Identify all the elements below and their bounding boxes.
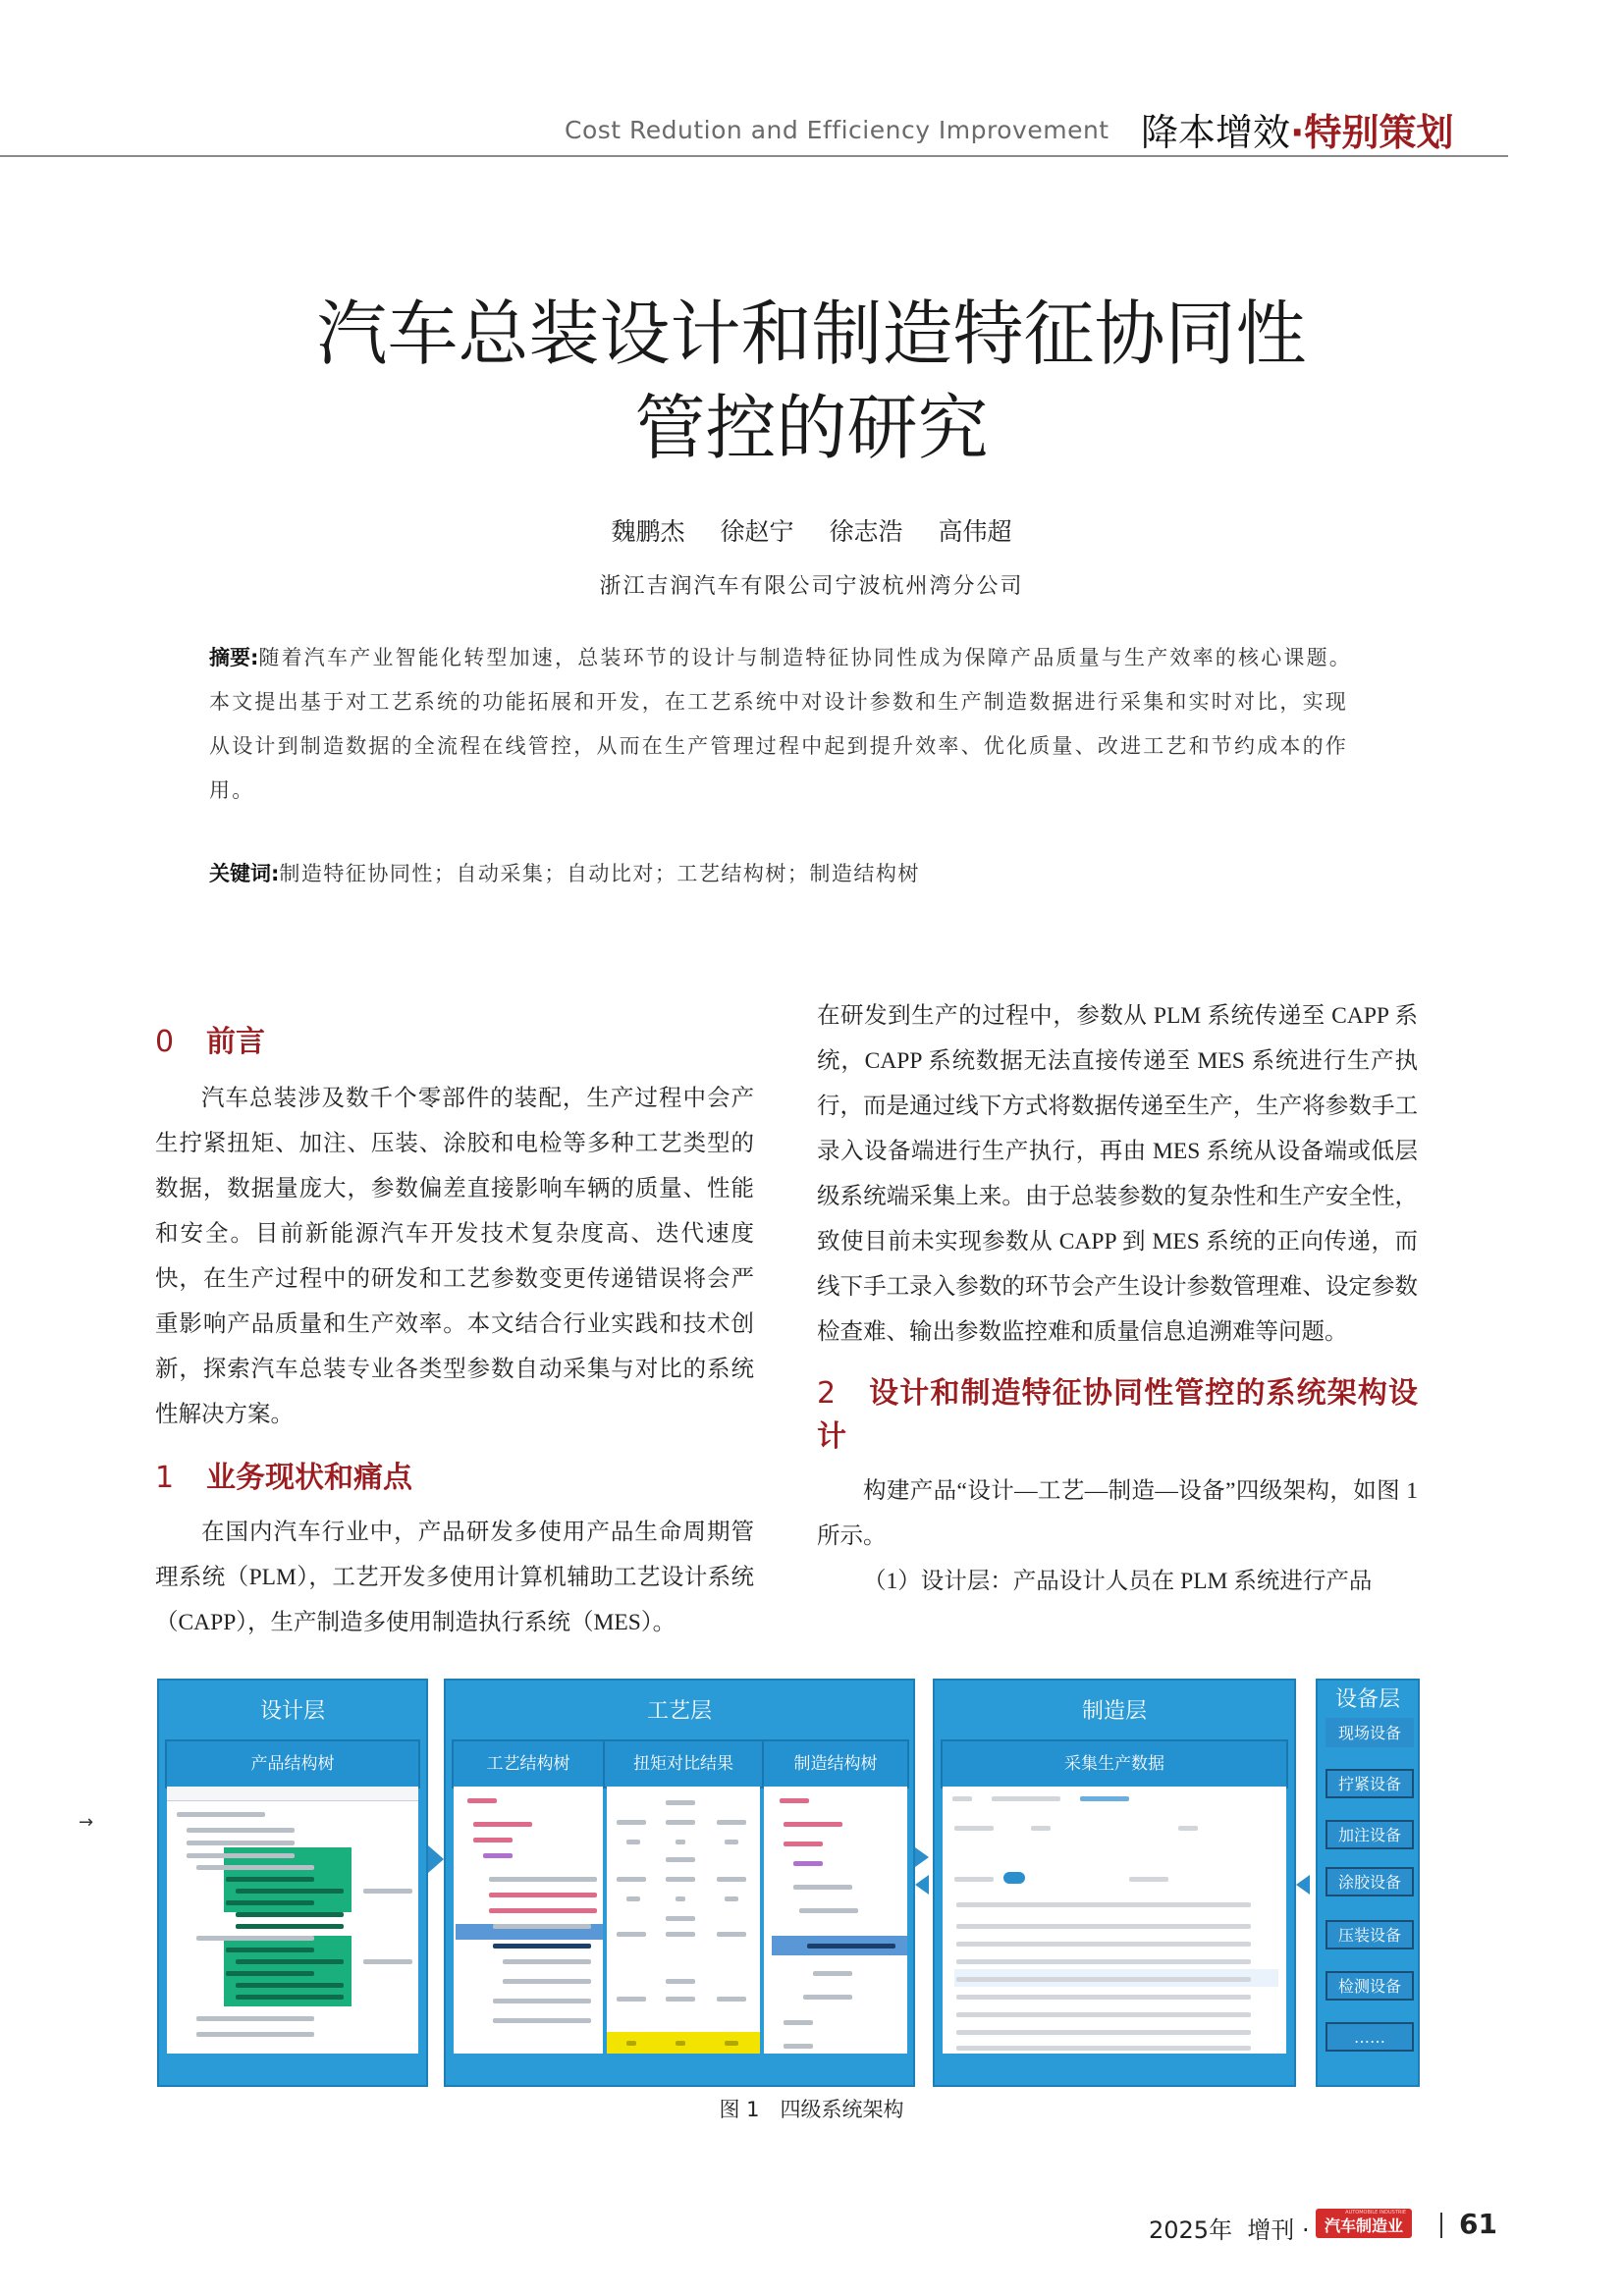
placeholder-row <box>956 1995 1251 2000</box>
placeholder-row <box>483 1853 513 1858</box>
title-line-2: 管控的研究 <box>634 387 989 469</box>
production-data-header: 采集生产数据 <box>941 1739 1288 1789</box>
equipment-item: 拧紧设备 <box>1325 1769 1414 1798</box>
placeholder-row <box>784 2020 813 2025</box>
placeholder-row <box>725 1840 738 1844</box>
article-title <box>0 287 1623 475</box>
placeholder-row <box>954 1826 994 1831</box>
placeholder-row <box>793 1885 852 1890</box>
placeholder-row <box>196 1865 314 1870</box>
manufacturing-layer-title: 制造层 <box>1081 1699 1147 1724</box>
placeholder-row <box>666 1932 695 1937</box>
placeholder-row <box>954 1877 994 1882</box>
equipment-item: 加注设备 <box>1325 1820 1414 1849</box>
torque-compare-panel <box>607 1787 760 2054</box>
placeholder-row <box>493 1924 591 1929</box>
abstract <box>209 636 1368 813</box>
margin-arrow-icon: → <box>79 1812 94 1833</box>
placeholder-row <box>236 1983 344 1988</box>
issue-type: 增刊 · <box>1247 2216 1310 2244</box>
placeholder-row <box>725 1896 738 1901</box>
equipment-layer-title: 设备层 <box>1334 1687 1400 1712</box>
equipment-item: 现场设备 <box>1325 1718 1414 1747</box>
manufacturing-tree-header: 制造结构树 <box>762 1739 909 1789</box>
placeholder-row <box>473 1838 513 1842</box>
placeholder-row <box>236 1912 344 1917</box>
header-rule <box>0 155 1508 157</box>
placeholder-row <box>196 2016 314 2021</box>
placeholder-row <box>626 1896 640 1901</box>
placeholder-row <box>717 1997 746 2002</box>
manufacturing-layer <box>933 1679 1296 2087</box>
author: 魏鹏杰 <box>611 517 685 546</box>
placeholder-row <box>666 1857 695 1862</box>
placeholder-row <box>1080 1796 1129 1801</box>
placeholder-row <box>956 2046 1251 2051</box>
placeholder-row <box>626 2041 636 2046</box>
placeholder-row <box>956 1942 1251 1947</box>
issue-info <box>1149 2211 1310 2245</box>
placeholder-row <box>617 1820 646 1825</box>
placeholder-row <box>503 1959 591 1964</box>
magazine-logo <box>1316 2209 1412 2238</box>
placeholder-row <box>1178 1826 1198 1831</box>
placeholder-row <box>956 2012 1251 2017</box>
placeholder-row <box>666 1916 695 1921</box>
page-number: 61 <box>1459 2208 1497 2240</box>
author: 徐志浩 <box>829 517 903 546</box>
abstract-text: 随着汽车产业智能化转型加速，总装环节的设计与制造特征协同性成为保障产品质量与生产效率的核心课题。本文提出基于对工艺系统的功能拓展和开发，在工艺系统中对设计参数和生产制造数据进行采集和实时对比，实现从设计到制造数据的全流程在线管控，从而在生产管理过程中起到提升效率、优化质量、改进工艺和节约成本的作用。 <box>209 646 1353 802</box>
placeholder-row <box>666 1979 695 1984</box>
torque-compare-header: 扭矩对比结果 <box>603 1739 764 1789</box>
process-tree-panel <box>454 1787 603 2054</box>
running-header-english: Cost Redution and Efficiency Improvement <box>565 116 1109 144</box>
placeholder-row <box>813 1971 852 1976</box>
right-column <box>817 993 1418 1604</box>
keywords-label: 关键词: <box>209 862 280 885</box>
placeholder-row <box>956 2030 1251 2035</box>
placeholder-row <box>363 1959 412 1964</box>
placeholder-row <box>187 1828 295 1833</box>
page-footer <box>1080 2208 1512 2246</box>
author-list <box>0 512 1623 548</box>
process-layer <box>444 1679 915 2087</box>
section-name: 降本增效 <box>1141 111 1291 154</box>
placeholder-row <box>626 1840 640 1844</box>
arrow-right-icon <box>428 1845 444 1873</box>
placeholder-row <box>177 1812 265 1817</box>
left-column <box>155 1021 754 1645</box>
placeholder-row <box>717 1877 746 1882</box>
placeholder-row <box>666 1820 695 1825</box>
manufacturing-tree-panel <box>764 1787 907 2054</box>
placeholder-row <box>617 1877 646 1882</box>
placeholder-row <box>473 1822 532 1827</box>
placeholder-row <box>617 1932 646 1937</box>
equipment-item: …… <box>1325 2022 1414 2052</box>
placeholder-row <box>1129 1877 1168 1882</box>
placeholder-row <box>196 1936 314 1941</box>
arrow-left-icon <box>915 1875 929 1895</box>
placeholder-row <box>187 1841 295 1845</box>
equipment-item: 压装设备 <box>1325 1920 1414 1949</box>
section-heading-1: 1 业务现状和痛点 <box>155 1461 412 1495</box>
header-bullet: · <box>1290 111 1305 154</box>
placeholder-row <box>725 2041 738 2046</box>
placeholder-row <box>784 1822 842 1827</box>
author: 高伟超 <box>938 517 1012 546</box>
placeholder-row <box>952 1796 972 1801</box>
placeholder-row <box>717 1820 746 1825</box>
production-data-panel <box>943 1787 1286 2054</box>
placeholder-row <box>489 1877 597 1882</box>
keywords <box>209 858 1368 887</box>
placeholder-row <box>236 1959 344 1964</box>
placeholder-row <box>676 1840 685 1844</box>
placeholder-row <box>236 1924 344 1929</box>
tree-column-header <box>167 1787 418 1801</box>
process-tree-header: 工艺结构树 <box>452 1739 605 1789</box>
issue-year: 2025年 <box>1149 2216 1233 2244</box>
affiliation: 浙江吉润汽车有限公司宁波杭州湾分公司 <box>599 574 1024 599</box>
equipment-item: 涂胶设备 <box>1325 1867 1414 1896</box>
arrow-right-icon <box>915 1847 929 1867</box>
running-header-section <box>1141 102 1453 156</box>
paragraph: 在国内汽车行业中，产品研发多使用产品生命周期管理系统（PLM），工艺开发多使用计算机辅助工艺设计系统（CAPP），生产制造多使用制造执行系统（MES）。 <box>155 1520 754 1635</box>
placeholder-row <box>236 1995 344 2000</box>
placeholder-row <box>956 1977 1251 1982</box>
section-feature: 特别策划 <box>1304 111 1454 154</box>
placeholder-row <box>236 1889 344 1894</box>
equipment-layer <box>1316 1679 1420 2087</box>
author: 徐赵宁 <box>720 517 794 546</box>
abstract-label: 摘要: <box>209 646 259 669</box>
placeholder-row <box>807 1944 895 1949</box>
logo-english: AUTOMOBILE INDUSTRIE <box>1345 2210 1406 2216</box>
arrow-left-icon <box>1296 1875 1310 1895</box>
placeholder-row <box>489 1893 597 1897</box>
toggle-switch[interactable] <box>1003 1872 1025 1884</box>
product-structure-tree-panel <box>167 1787 418 2054</box>
logo-text: 汽车制造业 <box>1324 2216 1403 2235</box>
placeholder-row <box>666 1800 695 1805</box>
design-layer-title: 设计层 <box>259 1699 325 1724</box>
product-structure-tree-header: 产品结构树 <box>165 1739 420 1789</box>
placeholder-row <box>803 1995 852 2000</box>
placeholder-row <box>196 2032 314 2037</box>
placeholder-row <box>676 1896 685 1901</box>
placeholder-row <box>780 1798 809 1803</box>
keywords-text: 制造特征协同性；自动采集；自动比对；工艺结构树；制造结构树 <box>279 862 920 885</box>
process-layer-title: 工艺层 <box>646 1699 712 1724</box>
placeholder-row <box>992 1796 1060 1801</box>
placeholder-row <box>226 1877 314 1882</box>
placeholder-row <box>1031 1826 1051 1831</box>
placeholder-row <box>493 2018 591 2023</box>
placeholder-row <box>489 1908 597 1913</box>
paragraph: 构建产品“设计—工艺—制造—设备”四级架构，如图 1 所示。 <box>817 1478 1418 1549</box>
paragraph: 汽车总装涉及数千个零部件的装配，生产过程中会产生拧紧扭矩、加注、压装、涂胶和电检等多种工艺类型的数据，数据量庞大，参数偏差直接影响车辆的质量、性能和安全。目前新能源汽车开发技术复杂度高、迭代速度快，在生产过程中的研发和工艺参数变更传递错误将会严重影响产品质量和生产效率。本文结合行业实践和技术创新，探索汽车总装专业各类型参数自动采集与对比的系统性解决方案。 <box>155 1086 754 1427</box>
placeholder-row <box>467 1798 497 1803</box>
placeholder-row <box>666 1877 695 1882</box>
section-heading-2: 2 设计和制造特征协同性管控的系统架构设计 <box>817 1376 1418 1454</box>
placeholder-row <box>784 1842 823 1846</box>
placeholder-row <box>617 1997 646 2002</box>
placeholder-row <box>226 1971 314 1976</box>
footer-divider <box>1440 2213 1442 2238</box>
placeholder-row <box>493 1944 591 1949</box>
placeholder-row <box>793 1861 823 1866</box>
placeholder-row <box>956 1902 1251 1907</box>
placeholder-row <box>493 1999 591 2003</box>
placeholder-row <box>187 1853 295 1858</box>
placeholder-row <box>784 2044 813 2049</box>
section-heading-0: 0 前言 <box>155 1025 265 1059</box>
equipment-item: 检测设备 <box>1325 1971 1414 2001</box>
title-line-1: 汽车总装设计和制造特征协同性 <box>316 293 1307 375</box>
placeholder-row <box>956 1959 1251 1964</box>
figure-1-architecture <box>157 1679 1420 2087</box>
placeholder-row <box>363 1889 412 1894</box>
placeholder-row <box>226 1948 314 1952</box>
placeholder-row <box>666 1997 695 2002</box>
placeholder-row <box>799 1908 858 1913</box>
placeholder-row <box>503 1979 591 1984</box>
placeholder-row <box>956 1924 1251 1929</box>
placeholder-row <box>226 1900 314 1905</box>
figure-caption: 图 1 四级系统架构 <box>719 2098 904 2121</box>
design-layer <box>157 1679 428 2087</box>
placeholder-row <box>676 2041 685 2046</box>
paragraph-continued: 在研发到生产的过程中，参数从 PLM 系统传递至 CAPP 系统，CAPP 系统数据无法直接传递至 MES 系统进行生产执行，而是通过线下方式将数据传递至生产，生产将参数手工录入设备端进行生产执行，再由 MES 系统从设备端或低层级系统端采集上来。由于总装参数的复杂性和生产安全性，致使目前未实现参数从 CAPP 到 MES 系统的正向传递，而线下手工录入参数的环节会产生设计参数管理难、设定参数检查难、输出参数监控难和质量信息追溯难等问题。 <box>817 1003 1418 1345</box>
list-item: （1）设计层：产品设计人员在 PLM 系统进行产品 <box>863 1569 1373 1594</box>
placeholder-row <box>717 1932 746 1937</box>
